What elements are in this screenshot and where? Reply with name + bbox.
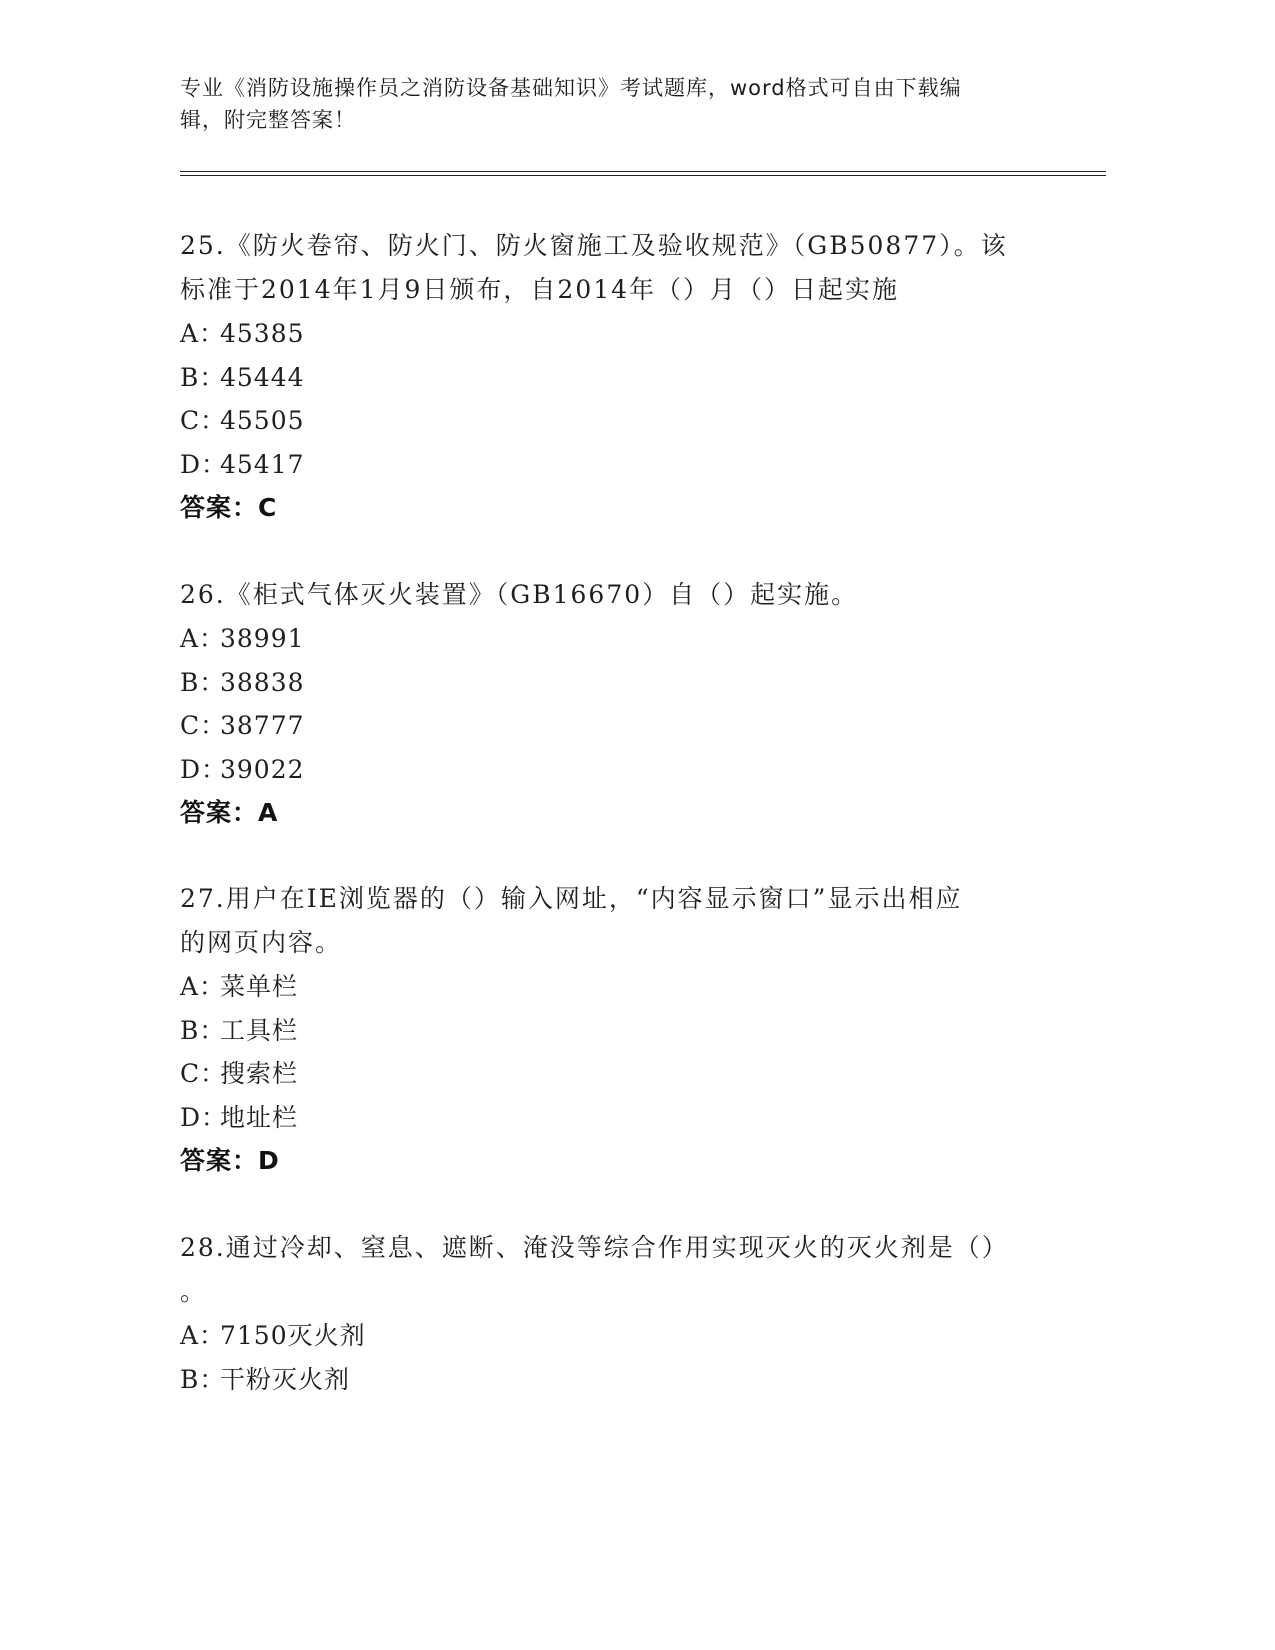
option-value: 地址栏 xyxy=(220,1102,299,1132)
option-b xyxy=(180,661,1020,705)
option-key: D： xyxy=(180,1102,228,1132)
header-line-1: 专业《消防设施操作员之消防设备基础知识》考试题库，word格式可自由下载编 xyxy=(180,76,962,100)
question-text-line-2: 。 xyxy=(180,1277,208,1306)
header-line-2: 辑，附完整答案！ xyxy=(180,108,356,132)
option-c xyxy=(180,399,1020,443)
option-value: 菜单栏 xyxy=(220,972,299,1001)
question-27 xyxy=(180,877,1020,1183)
question-text-line-1: 28.通过冷却、窒息、遮断、淹没等综合作用实现灭火的灭火剂是（） xyxy=(180,1233,1009,1262)
option-d xyxy=(180,443,1020,487)
question-text-line-1: 27.用户在IE浏览器的（）输入网址，“内容显示窗口”显示出相应 xyxy=(180,884,963,913)
option-key: A： xyxy=(180,624,226,653)
option-value: 45444 xyxy=(220,362,305,392)
question-25 xyxy=(180,224,1020,530)
option-b xyxy=(180,1009,1020,1053)
answer-line: 答案：C xyxy=(180,493,278,522)
question-text-line-2: 标准于2014年1月9日颁布，自2014年（）月（）日起实施 xyxy=(180,275,900,304)
question-26 xyxy=(180,573,1020,835)
option-key: D： xyxy=(180,449,228,479)
option-d xyxy=(180,1096,1020,1140)
option-key: C： xyxy=(180,711,227,740)
option-value: 45417 xyxy=(220,449,305,479)
option-value: 45505 xyxy=(220,406,305,435)
option-a xyxy=(180,312,1020,356)
question-text-line-1: 26.《柜式气体灭火装置》（GB16670）自（）起实施。 xyxy=(180,580,859,609)
option-key: C： xyxy=(180,1059,227,1088)
document-header xyxy=(180,72,1050,136)
option-d xyxy=(180,748,1020,792)
option-c xyxy=(180,704,1020,748)
option-a xyxy=(180,965,1020,1009)
option-b xyxy=(180,356,1020,400)
option-key: C： xyxy=(180,406,227,435)
option-key: B： xyxy=(180,1015,226,1045)
header-divider-bottom xyxy=(180,175,1106,176)
option-value: 38838 xyxy=(220,667,305,697)
option-b xyxy=(180,1358,1020,1402)
option-key: B： xyxy=(180,1364,226,1394)
option-value: 干粉灭火剂 xyxy=(220,1364,351,1394)
option-key: B： xyxy=(180,667,226,697)
option-value: 45385 xyxy=(220,319,305,348)
option-key: A： xyxy=(180,319,226,348)
option-value: 7150灭火剂 xyxy=(220,1321,366,1350)
question-text-line-1: 25.《防火卷帘、防火门、防火窗施工及验收规范》（GB50877）。该 xyxy=(180,231,1008,260)
question-text-line-2: 的网页内容。 xyxy=(180,928,343,957)
option-a xyxy=(180,1314,1020,1358)
option-key: B： xyxy=(180,362,226,392)
answer-line: 答案：D xyxy=(180,1146,280,1175)
option-value: 搜索栏 xyxy=(220,1059,299,1088)
option-value: 工具栏 xyxy=(220,1015,299,1045)
option-key: D： xyxy=(180,754,228,784)
option-a xyxy=(180,617,1020,661)
option-value: 38777 xyxy=(220,711,305,740)
option-value: 38991 xyxy=(220,624,305,653)
question-28 xyxy=(180,1226,1020,1401)
option-key: A： xyxy=(180,972,226,1001)
answer-line: 答案：A xyxy=(180,798,279,827)
option-key: A： xyxy=(180,1321,226,1350)
option-c xyxy=(180,1052,1020,1096)
option-value: 39022 xyxy=(220,754,305,784)
header-divider-top xyxy=(180,171,1106,172)
